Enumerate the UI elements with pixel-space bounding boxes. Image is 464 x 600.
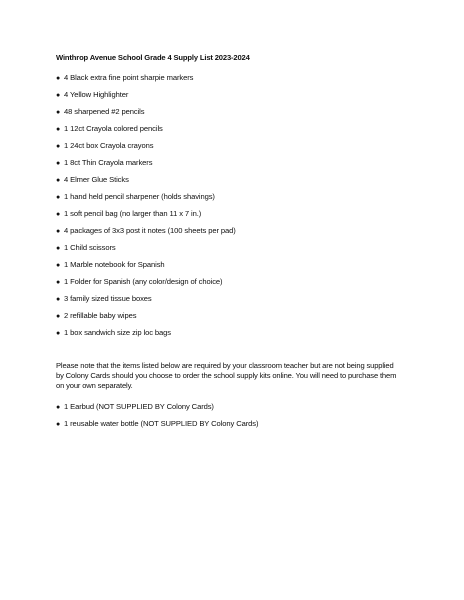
list-item-text: 4 Elmer Glue Sticks (64, 175, 129, 184)
bullet-icon: ● (56, 126, 61, 133)
list-item (56, 243, 416, 253)
list-item-text: 1 Earbud (NOT SUPPLIED BY Colony Cards) (64, 401, 214, 411)
list-item (56, 158, 416, 168)
list-item (56, 124, 416, 134)
bullet-icon: ● (56, 92, 61, 99)
bullet-icon: ● (56, 403, 61, 411)
bullet-icon: ● (56, 262, 61, 269)
bullet-icon: ● (56, 211, 61, 218)
list-item (56, 73, 416, 83)
list-item (56, 277, 416, 287)
list-item-text: 4 Yellow Highlighter (64, 90, 129, 99)
bullet-icon: ● (56, 420, 61, 428)
list-item (56, 294, 416, 304)
list-item (56, 402, 416, 412)
bullet-icon: ● (56, 75, 61, 82)
list-item (56, 328, 416, 338)
list-item-text: 1 Folder for Spanish (any color/design of choice) (64, 277, 223, 286)
bullet-icon: ● (56, 296, 61, 303)
extra-items-list (56, 402, 416, 429)
bullet-icon: ● (56, 160, 61, 167)
list-item (56, 311, 416, 321)
document-title: Winthrop Avenue School Grade 4 Supply List 2023-2024 (56, 53, 250, 62)
list-item-text: 1 hand held pencil sharpener (holds shavings) (64, 192, 215, 201)
list-item (56, 141, 416, 151)
list-item-text: 4 packages of 3x3 post it notes (100 sheets per pad) (64, 226, 236, 235)
bullet-icon: ● (56, 194, 61, 201)
bullet-icon: ● (56, 279, 61, 286)
list-item-text: 2 refillable baby wipes (64, 311, 137, 320)
bullet-icon: ● (56, 330, 61, 337)
list-item (56, 209, 416, 219)
list-item (56, 107, 416, 117)
supply-list (56, 73, 416, 338)
list-item (56, 90, 416, 100)
list-item (56, 260, 416, 270)
list-item-text: 1 box sandwich size zip loc bags (64, 328, 171, 337)
teacher-note: Please note that the items listed below are required by your classroom teacher but are not being supplied by Colony Cards should you choose to order the school supply kits online. You will need to purchase them on your own separately. (56, 361, 397, 391)
list-item-text: 1 Marble notebook for Spanish (64, 260, 165, 269)
list-item (56, 175, 416, 185)
list-item (56, 226, 416, 236)
list-item-text: 1 Child scissors (64, 243, 116, 252)
list-item (56, 419, 416, 429)
list-item-text: 4 Black extra fine point sharpie markers (64, 73, 194, 82)
document-page (56, 53, 416, 436)
list-item-text: 1 soft pencil bag (no larger than 11 x 7 in.) (64, 209, 202, 218)
bullet-icon: ● (56, 109, 61, 116)
list-item (56, 192, 416, 202)
bullet-icon: ● (56, 228, 61, 235)
list-item-text: 1 reusable water bottle (NOT SUPPLIED BY Colony Cards) (64, 418, 259, 428)
list-item-text: 48 sharpened #2 pencils (64, 107, 145, 116)
list-item-text: 3 family sized tissue boxes (64, 294, 152, 303)
bullet-icon: ● (56, 177, 61, 184)
list-item-text: 1 24ct box Crayola crayons (64, 141, 154, 150)
bullet-icon: ● (56, 245, 61, 252)
bullet-icon: ● (56, 313, 61, 320)
list-item-text: 1 12ct Crayola colored pencils (64, 124, 163, 133)
bullet-icon: ● (56, 143, 61, 150)
list-item-text: 1 8ct Thin Crayola markers (64, 158, 153, 167)
